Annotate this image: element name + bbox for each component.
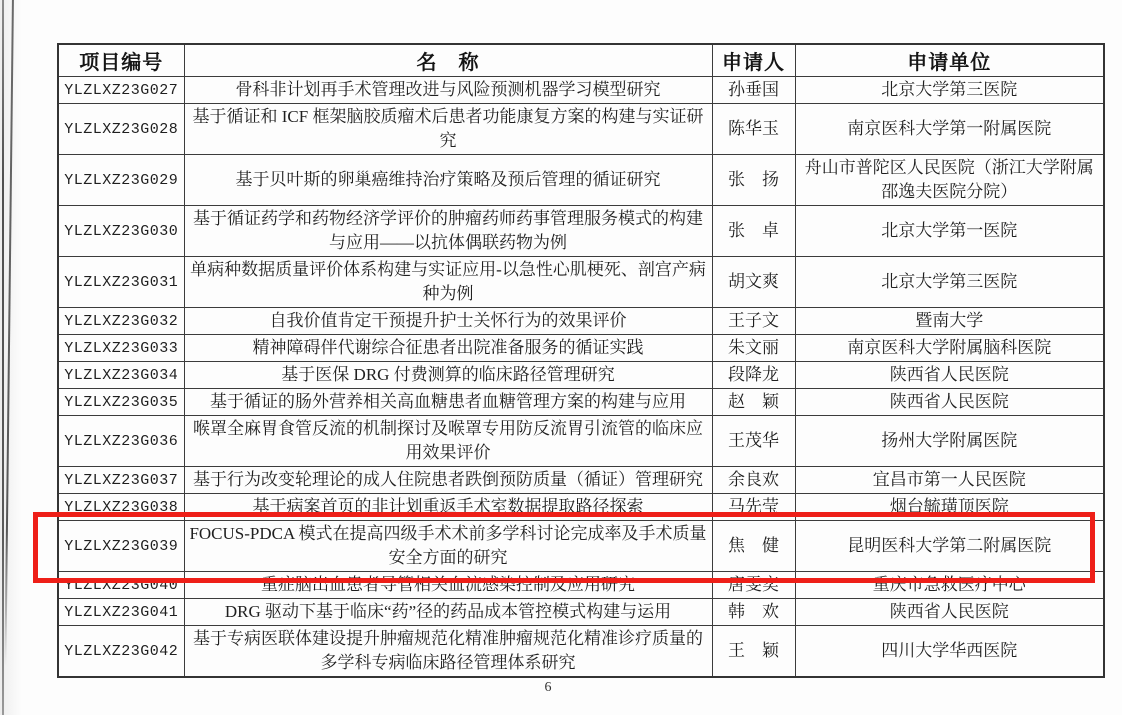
project-name-cell: 基于循证药学和药物经济学评价的肿瘤药师药事管理服务模式的构建与应用——以抗体偶联药物为例 — [184, 206, 712, 257]
table-body — [58, 77, 1104, 678]
table-row — [58, 416, 1104, 467]
applicant-cell: 张 扬 — [712, 155, 795, 206]
table-row — [58, 494, 1104, 521]
applicant-cell: 王茂华 — [712, 416, 795, 467]
institution-cell: 北京大学第三医院 — [795, 77, 1104, 104]
institution-cell: 陕西省人民医院 — [795, 389, 1104, 416]
applicant-cell: 韩 欢 — [712, 599, 795, 626]
applicant-cell: 马先莹 — [712, 494, 795, 521]
project-code-cell: YLZLXZ23G033 — [58, 335, 184, 362]
institution-cell: 宜昌市第一人民医院 — [795, 467, 1104, 494]
project-name-cell: 基于循证的肠外营养相关高血糖患者血糖管理方案的构建与应用 — [184, 389, 712, 416]
table-row — [58, 104, 1104, 155]
column-header-applicant: 申请人 — [712, 44, 795, 77]
project-name-cell: 喉罩全麻胃食管反流的机制探讨及喉罩专用防反流胃引流管的临床应用效果评价 — [184, 416, 712, 467]
project-name-cell: 精神障碍伴代谢综合征患者出院准备服务的循证实践 — [184, 335, 712, 362]
applicant-cell: 余良欢 — [712, 467, 795, 494]
applicant-cell: 张 卓 — [712, 206, 795, 257]
table-row — [58, 155, 1104, 206]
scan-edge-line — [2, 0, 4, 715]
project-name-cell: 基于病案首页的非计划重返手术室数据提取路径探索 — [184, 494, 712, 521]
table-row — [58, 257, 1104, 308]
project-name-cell: 基于医保 DRG 付费测算的临床路径管理研究 — [184, 362, 712, 389]
applicant-cell: 王 颖 — [712, 626, 795, 678]
institution-cell: 暨南大学 — [795, 308, 1104, 335]
table-row — [58, 308, 1104, 335]
table-row — [58, 467, 1104, 494]
project-code-cell: YLZLXZ23G042 — [58, 626, 184, 678]
project-code-cell: YLZLXZ23G030 — [58, 206, 184, 257]
project-code-cell: YLZLXZ23G036 — [58, 416, 184, 467]
project-name-cell: 自我价值肯定干预提升护士关怀行为的效果评价 — [184, 308, 712, 335]
institution-cell: 北京大学第一医院 — [795, 206, 1104, 257]
table-header — [58, 44, 1104, 77]
project-code-cell: YLZLXZ23G031 — [58, 257, 184, 308]
project-name-cell: 基于贝叶斯的卵巢癌维持治疗策略及预后管理的循证研究 — [184, 155, 712, 206]
header-row — [58, 44, 1104, 77]
column-header-project-name: 名 称 — [184, 44, 712, 77]
project-name-cell: 骨科非计划再手术管理改进与风险预测机器学习模型研究 — [184, 77, 712, 104]
table-row — [58, 77, 1104, 104]
institution-cell: 陕西省人民医院 — [795, 599, 1104, 626]
table-row — [58, 626, 1104, 678]
applicant-cell: 唐雯奕 — [712, 572, 795, 599]
project-code-cell: YLZLXZ23G041 — [58, 599, 184, 626]
project-name-cell: DRG 驱动下基于临床“药”径的药品成本管控模式构建与运用 — [184, 599, 712, 626]
institution-cell: 北京大学第三医院 — [795, 257, 1104, 308]
institution-cell: 昆明医科大学第二附属医院 — [795, 521, 1104, 572]
table-row — [58, 599, 1104, 626]
applicant-cell: 王子文 — [712, 308, 795, 335]
project-name-cell: 重症脑出血患者导管相关血流感染控制及应用研究 — [184, 572, 712, 599]
applicant-cell: 孙垂国 — [712, 77, 795, 104]
institution-cell: 南京医科大学第一附属医院 — [795, 104, 1104, 155]
institution-cell: 舟山市普陀区人民医院（浙江大学附属邵逸夫医院分院） — [795, 155, 1104, 206]
project-code-cell: YLZLXZ23G027 — [58, 77, 184, 104]
table-row — [58, 362, 1104, 389]
institution-cell: 四川大学华西医院 — [795, 626, 1104, 678]
institution-cell: 重庆市急救医疗中心 — [795, 572, 1104, 599]
project-name-cell: 基于循证和 ICF 框架脑胶质瘤术后患者功能康复方案的构建与实证研究 — [184, 104, 712, 155]
project-table — [57, 43, 1105, 678]
applicant-cell: 段降龙 — [712, 362, 795, 389]
project-code-cell: YLZLXZ23G038 — [58, 494, 184, 521]
applicant-cell: 胡文爽 — [712, 257, 795, 308]
institution-cell: 陕西省人民医院 — [795, 362, 1104, 389]
project-code-cell: YLZLXZ23G039 — [58, 521, 184, 572]
applicant-cell: 朱文丽 — [712, 335, 795, 362]
institution-cell: 扬州大学附属医院 — [795, 416, 1104, 467]
project-code-cell: YLZLXZ23G029 — [58, 155, 184, 206]
project-name-cell: 基于行为改变轮理论的成人住院患者跌倒预防质量（循证）管理研究 — [184, 467, 712, 494]
institution-cell: 烟台毓璜顶医院 — [795, 494, 1104, 521]
table-row — [58, 521, 1104, 572]
project-name-cell: 单病种数据质量评价体系构建与实证应用-以急性心肌梗死、剖宫产病种为例 — [184, 257, 712, 308]
applicant-cell: 赵 颖 — [712, 389, 795, 416]
table-row — [58, 206, 1104, 257]
project-name-cell: 基于专病医联体建设提升肿瘤规范化精准肿瘤规范化精准诊疗质量的多学科专病临床路径管理体系研究 — [184, 626, 712, 678]
project-name-cell: FOCUS-PDCA 模式在提高四级手术术前多学科讨论完成率及手术质量安全方面的研究 — [184, 521, 712, 572]
project-code-cell: YLZLXZ23G040 — [58, 572, 184, 599]
column-header-institution: 申请单位 — [795, 44, 1104, 77]
table-row — [58, 572, 1104, 599]
project-code-cell: YLZLXZ23G032 — [58, 308, 184, 335]
institution-cell: 南京医科大学附属脑科医院 — [795, 335, 1104, 362]
applicant-cell: 焦 健 — [712, 521, 795, 572]
project-code-cell: YLZLXZ23G037 — [58, 467, 184, 494]
applicant-cell: 陈华玉 — [712, 104, 795, 155]
project-code-cell: YLZLXZ23G034 — [58, 362, 184, 389]
project-code-cell: YLZLXZ23G028 — [58, 104, 184, 155]
table-row — [58, 335, 1104, 362]
table-row — [58, 389, 1104, 416]
project-code-cell: YLZLXZ23G035 — [58, 389, 184, 416]
column-header-project-code: 项目编号 — [58, 44, 184, 77]
page-number: 6 — [544, 680, 552, 695]
